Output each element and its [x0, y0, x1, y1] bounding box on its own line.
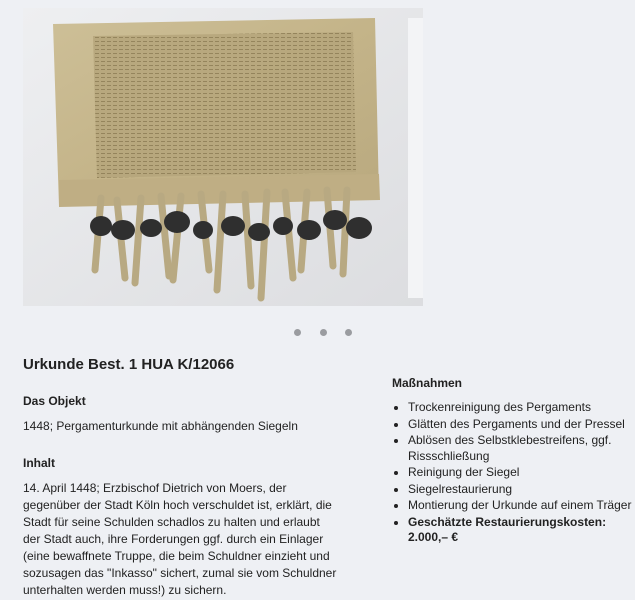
carousel-dot-1[interactable]: [294, 329, 301, 336]
content-line: gegenüber der Stadt Köln hoch verschuldet ist, erklärt, die: [23, 498, 332, 512]
measures-heading: Maßnahmen: [392, 376, 463, 390]
measures-list: [392, 400, 635, 547]
content-line: unterhalten werden muss!) zu sichern.: [23, 583, 227, 597]
list-item: • Reinigung der Siegel: [408, 465, 635, 481]
carousel-dots: [294, 329, 354, 339]
content-line: Stadt für seine Schulden schadlos zu halten und erlaubt: [23, 515, 320, 529]
content-line: der Stadt auch, ihre Forderungen ggf. durch ein Einlager: [23, 532, 324, 546]
content-text: [23, 480, 373, 599]
list-item: • Montierung der Urkunde auf einem Träger: [408, 498, 635, 514]
content-line: sozusagen das "Inkasso" sichert, zumal sie vom Schuldner: [23, 566, 337, 580]
content-line: (eine bewaffnete Truppe, die beim Schuldner einzieht und: [23, 549, 330, 563]
object-text: 1448; Pergamenturkunde mit abhängenden Siegeln: [23, 419, 298, 433]
content-heading: Inhalt: [23, 456, 55, 470]
carousel-dot-2[interactable]: [320, 329, 327, 336]
list-item: • Ablösen des Selbstklebestreifens, ggf. Rissschließung: [408, 433, 635, 464]
list-item: • Siegelrestaurierung: [408, 482, 635, 498]
carousel-dot-3[interactable]: [345, 329, 352, 336]
cost-estimate: • Geschätzte Restaurierungskosten: 2.000,– €: [408, 515, 635, 546]
list-item: • Trockenreinigung des Pergaments: [408, 400, 635, 416]
document-photo: [23, 8, 423, 306]
page-title: Urkunde Best. 1 HUA K/12066: [23, 356, 235, 373]
parchment-charter-image: [23, 8, 423, 306]
list-item: • Glätten des Pergaments und der Pressel: [408, 417, 635, 433]
object-heading: Das Objekt: [23, 394, 86, 408]
content-line: 14. April 1448; Erzbischof Dietrich von Moers, der: [23, 481, 287, 495]
